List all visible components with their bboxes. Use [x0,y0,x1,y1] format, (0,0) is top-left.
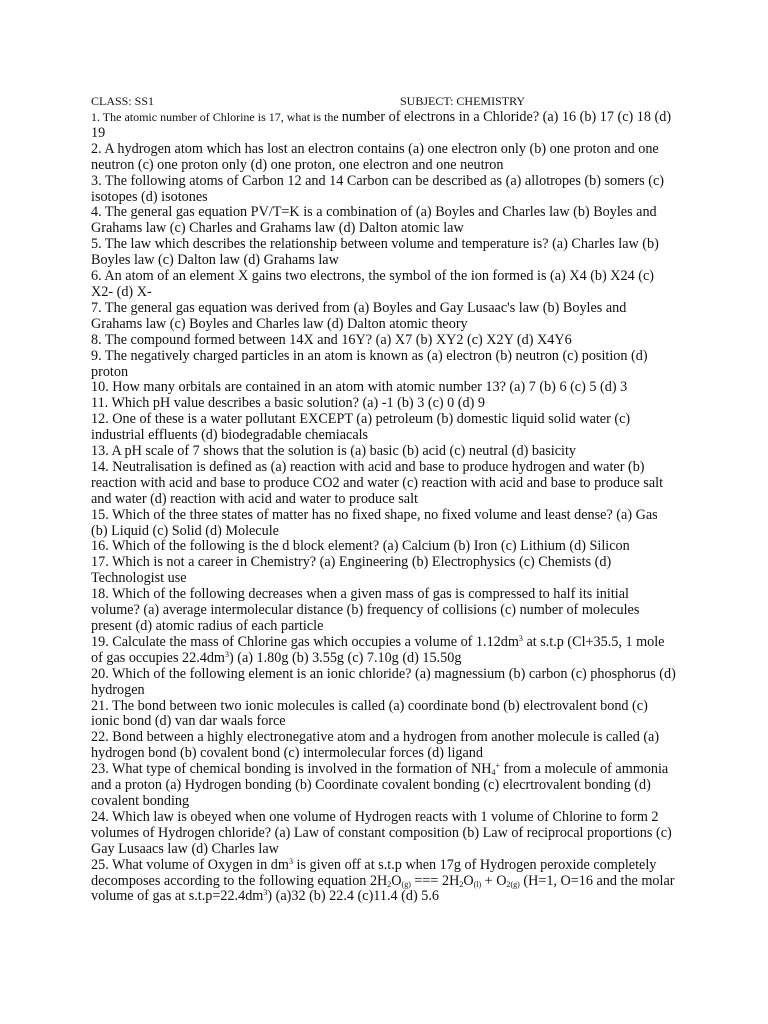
question-1-rest: number of electrons in a Chloride? (a) 16 (b) 17 (c) 18 (d) 19 [91,109,672,141]
question-4: 4. The general gas equation PV/T=K is a combination of (a) Boyles and Charles law (b) Boyles and Grahams law (c) Charles and Grahams law (d) Dalton atomic law [91,204,657,237]
question-11: 11. Which pH value describes a basic solution? (a) -1 (b) 3 (c) 0 (d) 9 [91,395,485,412]
question-19: 19. Calculate the mass of Chlorine gas which occupies a volume of $1.12dm^3$ at s.t.p (Cl+35.5, 1 mole of gas occupies $22.4dm^3$) (a) 1.80g (b) 3.55g (c) 7.10g (d) 15.50g [91,633,665,666]
question-7: 7. The general gas equation was derived from (a) Boyles and Gay Lusaac's law (b) Boyles and Grahams law (c) Boyles and Charles law (d) Dalton atomic theory [91,299,627,332]
question-10: 10. How many orbitals are contained in an atom with atomic number 13? (a) 7 (b) 6 (c) 5 (d) 3 [91,379,628,396]
question-1 [91,110,677,142]
question-5: 5. The law which describes the relationship between volume and temperature is? (a) Charles law (b) Boyles law (c) Dalton law (d) Grahams law [91,236,659,269]
subject-label: SUBJECT: CHEMISTRY [400,94,526,108]
question-20: 20. Which of the following element is an ionic chloride? (a) magnessium (b) carbon (c) phosphorus (d) hydrogen [91,665,676,698]
question-9: 9. The negatively charged particles in an atom is known as (a) electron (b) neutron (c) position (d) proton [91,347,648,380]
question-12: 12. One of these is a water pollutant EXCEPT (a) petroleum (b) domestic liquid solid water (c) industrial effluents (d) biodegradable chemiacals [91,411,631,444]
question-list [91,110,677,905]
question-18: 18. Which of the following decreases when a given mass of gas is compressed to half its initial volume? (a) average intermolecular distance (b) frequency of collisions (c) number of molecules present (d) atomic radius of each particle [91,586,640,634]
question-21: 21. The bond between two ionic molecules is called (a) coordinate bond (b) electrovalent bond (c) ionic bond (d) van dar waals force [91,697,648,730]
question-16: 16. Which of the following is the d block element? (a) Calcium (b) Iron (c) Lithium (d) Silicon [91,538,630,555]
question-2: 2. A hydrogen atom which has lost an electron contains (a) one electron only (b) one proton and one neutron (c) one proton only (d) one proton, one electron and one neutron [91,140,659,173]
question-8: 8. The compound formed between 14X and 16Y? (a) X7 (b) XY2 (c) X2Y (d) X4Y6 [91,331,572,348]
question-6: 6. An atom of an element X gains two electrons, the symbol of the ion formed is (a) X4 (b) X24 (c) X2- (d) X- [91,268,655,300]
question-1-lead: 1. The atomic number of Chlorine is 17, what is the [91,110,342,124]
question-3: 3. The following atoms of Carbon 12 and 14 Carbon can be described as (a) allotropes (b) somers (c) isotopes (d) isotones [91,172,664,205]
question-15: 15. Which of the three states of matter has no fixed shape, no fixed volume and least dense? (a) Gas (b) Liquid (c) Solid (d) Molecule [91,506,658,539]
question-23: 23. What type of chemical bonding is involved in the formation of $NH_4^+$ from a molecule of ammonia and a proton (a) Hydrogen bonding (b) Coordinate covalent bonding (c) elecrtrovalent bonding (d) covalent bonding [91,761,669,809]
question-22: 22. Bond between a highly electronegative atom and a hydrogen from another molecule is called (a) hydrogen bond (b) covalent bond (c) intermolecular forces (d) ligand [91,729,660,762]
class-label: CLASS: SS1 [91,94,155,108]
question-17: 17. Which is not a career in Chemistry? (a) Engineering (b) Electrophysics (c) Chemists (d) Technologist use [91,554,612,587]
question-14: 14. Neutralisation is defined as (a) reaction with acid and base to produce hydrogen and water (b) reaction with acid and base to produce CO2 and water (c) reaction with acid and base to produce salt and water (d) reaction with acid and water to produce salt [91,458,664,507]
question-25: 25. What volume of Oxygen in $dm^3$ is given off at s.t.p when 17g of Hydrogen peroxide completely decomposes according to the following equation $2H_2O_{(g)}$ === $2H_2O_{(l)} + O_{2(g)}$ (H=1, O=16 and the molar volume of gas at $s.t.p=22.4dm^3$) (a)32 (b) 22.4 (c)11.4 (d) 5.6 [91,856,675,905]
question-24: 24. Which law is obeyed when one volume of Hydrogen reacts with 1 volume of Chlorine to form 2 volumes of Hydrogen chloride? (a) Law of constant composition (b) Law of reciprocal proportions (c) Gay Lusaacs law (d) Charles law [91,808,672,857]
question-13: 13. A pH scale of 7 shows that the solution is (a) basic (b) acid (c) neutral (d) basicity [91,443,577,460]
